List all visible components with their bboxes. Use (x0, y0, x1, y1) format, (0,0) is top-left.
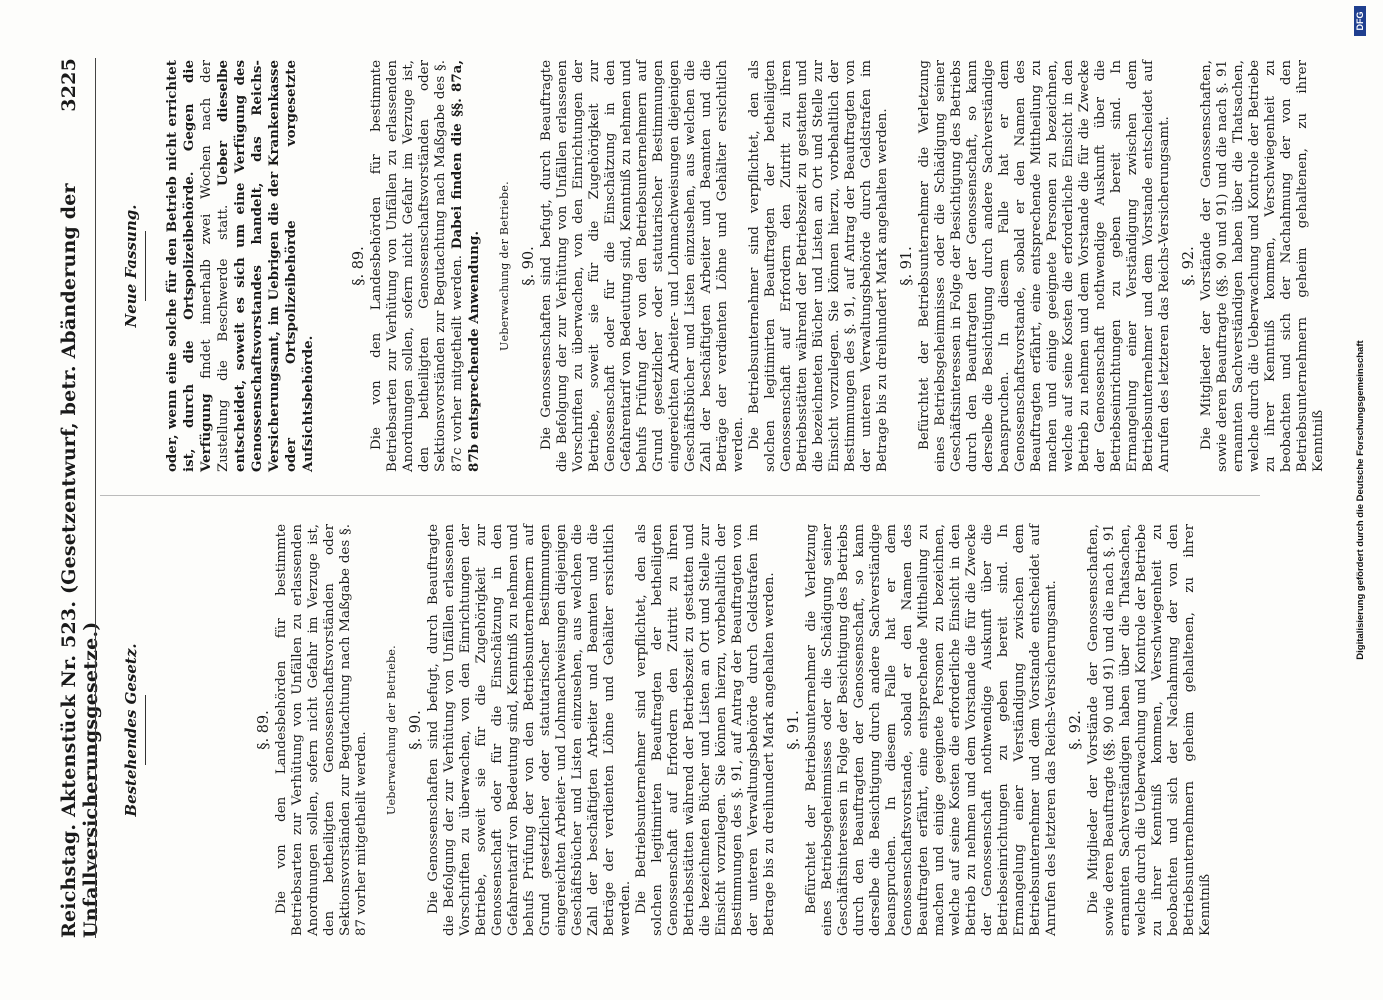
column-new-version (105, 60, 1326, 472)
subheading: Ueberwachung der Betriebe. (385, 645, 398, 815)
bold-text: Dabei finden die §§. 87a, 87b entsprechende Anwendung. (449, 60, 482, 472)
page-number: 3225 (58, 58, 80, 112)
section-heading: §. 91. (899, 246, 915, 286)
section-heading: §. 90. (408, 710, 424, 750)
column-existing-law (105, 524, 1275, 936)
section-text: Die Genossenschaften sind befugt, durch Beauftragte die Befolgung der zur Verhütung von Unfällen erlassenen Vorschriften zu überwachen, von den Einrichtungen der Betriebe, soweit sie für die Zugehörigkeit zur Genossenschaft oder für die Einschätzung in den Gefahrentarif von Bedeutung sind, Kenntniß zu nehmen und behufs Prüfung der von den Betriebsunternehmern auf Grund gesetzlicher oder statutarischer Bestimmungen eingereichten Arbeiter- und Lohnnachweisungen diejenigen Geschäftsbücher und Listen einzusehen, aus welchen die Zahl der beschäftigten Arbeiter und Beamten und die Beträge der verdienten Löhne und Gehälter ersichtlich werden. (426, 524, 633, 936)
section-heading: §. 89. (351, 246, 367, 286)
section-text: Die Genossenschaften sind befugt, durch Beauftragte die Befolgung der zur Verhütung von Unfällen erlassenen Vorschriften zu überwachen, von den Einrichtungen der Betriebe, soweit sie für die Zugehörigkeit zur Genossenschaft oder für die Einschätzung in den Gefahrentarif von Bedeutung sind, Kenntniß zu nehmen und behufs Prüfung der von den Betriebsunternehmern auf Grund gesetzlicher oder statutarischer Bestimmungen eingereichten Arbeiter- und Lohnnachweisungen diejenigen Geschäftsbücher und Listen einzusehen, aus welchen die Zahl der beschäftigten Arbeiter und Beamten und die Beträge der verdienten Löhne und Gehälter ersichtlich werden. (539, 60, 746, 472)
bold-text: oder, wenn eine solche für den Betrieb nicht errichtet ist, durch die Ortspolizeibehörde. Gegen die Verfügung (164, 60, 214, 472)
bold-text: Ueber dieselbe entscheidet, soweit es sich um eine Verfügung des Genossenschaftsvorstandes handelt, das Reichs-Versicherungsamt, im Uebrigen die der Krankenkasse oder Ortspolizeibehörde vorgesetzte Aufsichtsbehörde. (215, 60, 316, 472)
column-heading: Neue Fassung. (122, 204, 140, 328)
subheading: Ueberwachung der Betriebe. (498, 181, 511, 351)
section-heading: §. 89. (256, 710, 272, 750)
section-text: Die Betriebsunternehmer sind verpflichtet, den als solchen legitimirten Beauftragten der betheiligten Genossenschaft auf Erfordern den Zutritt zu ihren Betriebsstätten während der Betriebszeit zu gestatten und die bezeichneten Bücher und Listen an Ort und Stelle zur Einsicht vorzulegen. Sie können hierzu, vorbehaltlich der Bestimmungen des §. 91, auf Antrag der Beauftragten von der unteren Verwaltungsbehörde durch Geldstrafen im Betrage bis zu dreihundert Mark angehalten werden. (747, 60, 890, 472)
section-text: Befürchtet der Betriebsunternehmer die Verletzung eines Betriebsgeheimnisses oder die Schädigung seiner Geschäftsinteressen in Folge der Besichtigung des Betriebs durch den Beauftragten der Genossenschaft, so kann derselbe die Besichtigung durch andere Sachverständige beanspruchen. In diesem Falle hat er dem Genossenschaftsvorstande, sobald er den Namen des Beauftragten erfährt, eine entsprechende Mittheilung zu machen und einige geeignete Personen zu bezeichnen, welche auf seine Kosten die erforderliche Einsicht in den Betrieb zu nehmen und dem Vorstande die für die Zwecke der Genossenschaft nothwendige Auskunft über die Betriebseinrichtungen zu geben bereit sind. In Ermangelung einer Verständigung zwischen dem Betriebsunternehmer und dem Vorstande entscheidet auf Anrufen des letzteren das Reichs-Versicherungsamt. (917, 60, 1172, 472)
section-text: Befürchtet der Betriebsunternehmer die Verletzung eines Betriebsgeheimnisses oder die Schädigung seiner Geschäftsinteressen in Folge der Besichtigung des Betriebs durch den Beauftragten der Genossenschaft, so kann derselbe die Besichtigung durch andere Sachverständige beanspruchen. In diesem Falle hat er dem Genossenschaftsvorstande, sobald er den Namen des Beauftragten erfährt, eine entsprechende Mittheilung zu machen und einige geeignete Personen zu bezeichnen, welche auf seine Kosten die erforderliche Einsicht in den Betrieb zu nehmen und dem Vorstande die für die Zwecke der Genossenschaft nothwendige Auskunft über die Betriebseinrichtungen zu geben bereit sind. In Ermangelung einer Verständigung zwischen dem Betriebsunternehmer und dem Vorstande entscheidet auf Anrufen des letzteren das Reichs-Versicherungsamt. (804, 524, 1059, 936)
column-divider (100, 495, 1260, 496)
heading-rule (145, 231, 146, 301)
dfg-logo: DFG (1354, 6, 1366, 36)
section-text: Die Betriebsunternehmer sind verpflichtet, den als solchen legitimirten Beauftragten der betheiligten Genossenschaft auf Erfordern den Zutritt zu ihren Betriebsstätten während der Betriebszeit zu gestatten und die bezeichneten Bücher und Listen an Ort und Stelle zur Einsicht vorzulegen. Sie können hierzu, vorbehaltlich der Bestimmungen des §. 91, auf Antrag der Beauftragten von der unteren Verwaltungsbehörde durch Geldstrafen im Betrage bis zu dreihundert Mark angehalten werden. (634, 524, 777, 936)
section-text: Die von den Landesbehörden für bestimmte Betriebsarten zur Verhütung von Unfällen zu erlassenden Anordnungen sollen, sofern nicht Gefahr im Verzuge ist, den betheiligten Genossenschaftsvorständen oder Sektionsvorständen zur Begutachtung nach Maßgabe des §. 87 vorher mitgetheilt werden. (274, 524, 369, 936)
section-heading: §. 92. (1181, 246, 1197, 286)
section-heading: §. 90. (521, 246, 537, 286)
column-heading: Bestehendes Gesetz. (122, 643, 140, 817)
digitization-note: Digitalisierung gefördert durch die Deutsche Forschungsgemeinschaft (1355, 340, 1366, 660)
section-heading: §. 91. (786, 710, 802, 750)
section-text: Die Mitglieder der Vorstände der Genossenschaften, sowie deren Beauftragte (§§. 90 und 91) und die nach §. 91 ernannten Sachverständigen haben über die Thatsachen, welche durch die Ueberwachung und Kontrole der Betriebe zu ihrer Kenntniß kommen, Verschwiegenheit zu beobachten und sich der Nachahmung der von den Betriebsunternehmern geheim gehaltenen, zu ihrer Kenntniß (1199, 60, 1326, 472)
section-text: Die von den Landesbehörden für bestimmte Betriebsarten zur Verhütung von Unfällen zu erlassenden Anordnungen sollen, sofern nicht Gefahr im Verzuge ist, den betheiligten Genossenschaftsvorständen oder Sektionsvorständen zur Begutachtung nach Maßgabe des §. 87c vorher mitgetheilt werden. (369, 60, 465, 472)
header-rule (95, 58, 96, 938)
running-header (50, 58, 102, 938)
section-heading: §. 92. (1068, 710, 1084, 750)
normal-text: findet innerhalb zwei Wochen nach der Zustellung die Beschwerde statt. (199, 60, 231, 472)
section-text: Die Mitglieder der Vorstände der Genossenschaften, sowie deren Beauftragte (§§. 90 und 91) und die nach §. 91 ernannten Sachverständigen haben über die Thatsachen, welche durch die Ueberwachung und Kontrole der Betriebe zu ihrer Kenntniß kommen, Verschwiegenheit zu beobachten und sich der Nachahmung der von den Betriebsunternehmern geheim gehaltenen, zu ihrer Kenntniß (1086, 524, 1213, 936)
heading-rule (145, 695, 146, 765)
header-title: Reichstag. Aktenstück Nr. 523. (Gesetzentwurf, betr. Abänderung der Unfallversicherungsgesetze.) (58, 183, 102, 938)
